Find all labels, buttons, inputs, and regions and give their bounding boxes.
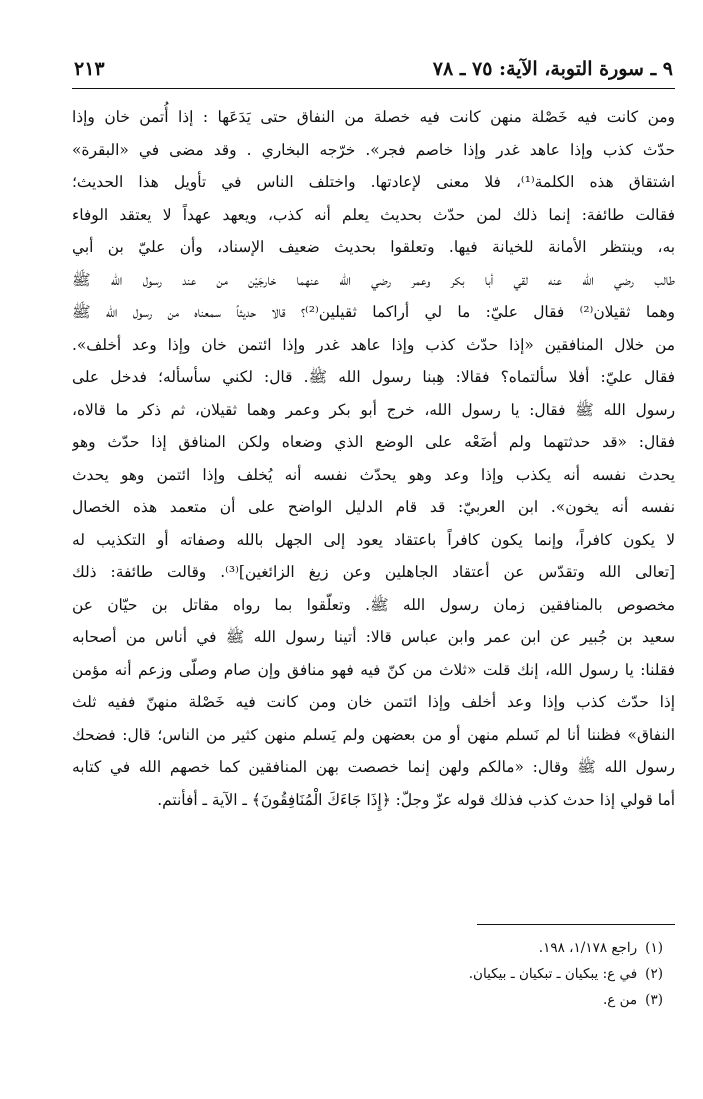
footnote-number: (١)	[645, 940, 663, 956]
text-line: نفسه أنه يخون». ابن العربيّ: قد قام الدليل الواضح على أن متعمد هذه الخصال	[72, 498, 675, 516]
footnote-number: (٢)	[645, 966, 663, 982]
footnote	[72, 935, 675, 961]
footnote-text: في ع: يبكيان ـ تبكيان ـ بيكيان.	[468, 966, 638, 982]
text-line: فقال: «قد حدثتهما ولم أضَعْه على الوضع الذي وضعاه ولكن المنافق إذا حدّث وهو	[72, 433, 675, 451]
text-line: مخصوص بالمنافقين زمان رسول الله ﷺ. وتعلّقوا بما رواه مقاتل بن حيّان عن	[72, 595, 675, 614]
text-line: [تعالى الله وتقدّس عن أعتقاد الجاهلين وعن زيغ الزائغين]⁽³⁾. وقالت طائفة: ذلك	[72, 563, 675, 581]
footnote-number: (٣)	[645, 992, 663, 1008]
text-line: فقال عليّ: أفلا سألتماه؟ فقالا: هِبنا رسول الله ﷺ. قال: لكني سأسأله؛ فدخل على	[72, 368, 675, 386]
body-text	[72, 101, 675, 816]
text-line: رسول الله ﷺ وقال: «مالكم ولهن إنما خصصت بهن المنافقين كما خصهم الله في كتابه	[72, 758, 675, 776]
footnote	[72, 961, 675, 987]
text-line: فقلنا: يا رسول الله، إنك قلت «ثلاث من كنّ فيه فهو منافق وإن صام وصلّى وزعم أنه مؤمن	[72, 660, 675, 679]
text-line: ومن كانت فيه خَصْلة منهن كانت فيه خصلة من النفاق حتى يَدَعَها : إذا أُتمن خان وإذا	[72, 108, 675, 126]
text-line: يحدث نفسه أنه يكذب وإذا وعد وهو يحدّث نفسه أنه يُخلف وإذا ائتمن وهو يحدث	[72, 465, 675, 484]
text-line: اشتقاق هذه الكلمة⁽¹⁾، فلا معنى لإعادتها. واختلف الناس في تأويل هذا الحديث؛	[72, 173, 675, 191]
text-line: سعيد بن جُبير عن ابن عمر وابن عباس قالا: أتينا رسول الله ﷺ في أناس من أصحابه	[72, 628, 675, 646]
running-head	[72, 54, 675, 89]
footnotes	[72, 924, 675, 1013]
footnote-text: من ع.	[603, 992, 638, 1008]
text-line: به، وينتظر الأمانة للخيانة فيها. وتعلقوا بحديث ضعيف الإسناد، وأن عليّ بن أبي	[72, 238, 675, 256]
text-line: لا يكون كافراً، وإنما يكون كافراً باعتقاد يعود إلى الجهل بالله وصفاته أو التكذيب له	[72, 530, 675, 549]
text-line: إذا حدّث كذب وإذا وعد أخلف وإذا ائتمن خان ومن كانت فيه خَصْلة منهنّ ففيه ثلث	[72, 693, 675, 711]
footnote-text: راجع ١/١٧٨، ١٩٨.	[538, 940, 638, 956]
page-number: ٢١٣	[74, 58, 105, 80]
footnote-divider	[477, 924, 675, 925]
text-line: طالب رضي الله عنه لقي أبا بكر وعمر رضي الله عنهما خارجَيْن من عند رسول الله ﷺ	[72, 270, 675, 289]
text-line: من خلال المنافقين «إذا حدّث كذب وإذا عاهد غدر وإذا ائتمن خان وإذا وعد أخلف».	[72, 335, 675, 354]
text-line: أما قولي إذا حدث كذب فذلك قوله عزّ وجلّ: ﴿إِذَا جَاءَكَ الْمُنَافِقُونَ﴾ ـ الآية ـ أفأنتم.	[157, 790, 675, 809]
text-line: رسول الله ﷺ فقال: يا رسول الله، خرج أبو بكر وعمر وهما ثقيلان، ثم ذكر ما قالاه،	[72, 400, 675, 419]
book-page	[72, 54, 675, 1064]
text-line: وهما ثقيلان⁽²⁾ فقال عليّ: ما لي أراكما ثقيلين⁽²⁾؟ قالا حديثاً سمعناه من رسول الله ﷺ	[72, 303, 675, 321]
running-head-title: ٩ ـ سورة التوبة، الآية: ٧٥ ـ ٧٨	[432, 58, 673, 80]
text-line: النفاق» فظننا أنا لم نَسلم منهن أو من بعضهن ولم يَسلم منهن كثير من الناس؛ قال: فضحك	[72, 725, 675, 744]
footnote	[72, 987, 675, 1013]
text-line: فقالت طائفة: إنما ذلك لمن حدّث بحديث يعلم أنه كذب، ويعهد عهداً لا يعتقد الوفاء	[72, 205, 675, 224]
text-line: حدّث كذب وإذا عاهد غدر وإذا خاصم فجر». خرّجه البخاري . وقد مضى في «البقرة»	[72, 140, 675, 159]
